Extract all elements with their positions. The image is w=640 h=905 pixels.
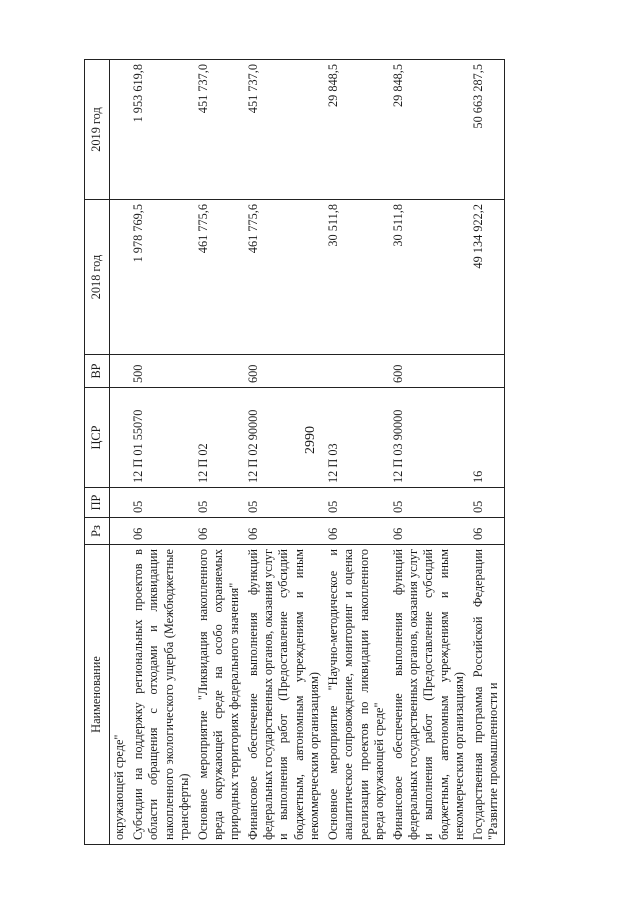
row-2018 bbox=[110, 200, 130, 355]
row-vr bbox=[324, 355, 389, 388]
table-row bbox=[469, 60, 504, 845]
row-rz: 06 bbox=[129, 518, 194, 545]
budget-sheet bbox=[84, 60, 586, 845]
row-rz: 06 bbox=[324, 518, 389, 545]
row-name: Государственная программа Российской Федерации "Развитие промышленности и bbox=[469, 545, 504, 845]
header-vr: ВР bbox=[85, 355, 110, 388]
page-number: 2990 bbox=[303, 426, 318, 454]
row-csr: 12 П 02 90000 bbox=[244, 388, 324, 488]
row-rz: 06 bbox=[194, 518, 244, 545]
row-vr: 600 bbox=[244, 355, 324, 388]
row-name: Финансовое обеспечение выполнения функций федеральных государственных органов, оказания услуг и выполнения работ (Предоставление субсидий бюджетным, автономным учреждениям и иным некоммерческим организациям) bbox=[389, 545, 469, 845]
header-pr: ПР bbox=[85, 488, 110, 518]
row-2018: 461 775,6 bbox=[194, 200, 244, 355]
row-2018: 30 511,8 bbox=[389, 200, 469, 355]
row-name: Финансовое обеспечение выполнения функций федеральных государственных органов, оказания услуг и выполнения работ (Предоставление субсидий бюджетным, автономным учреждениям и иным некоммерческим организациям) bbox=[244, 545, 324, 845]
row-vr bbox=[110, 355, 130, 388]
table-row bbox=[110, 60, 130, 845]
row-name: окружающей среде" bbox=[110, 545, 130, 845]
row-vr: 500 bbox=[129, 355, 194, 388]
row-rz: 06 bbox=[469, 518, 504, 545]
row-2019: 451 737,0 bbox=[194, 60, 244, 200]
row-csr bbox=[110, 388, 130, 488]
row-name: Основное мероприятие "Научно-методическое и аналитическое сопровождение, мониторинг и оценка реализации проектов по ликвидации накопленного вреда окружающей среде" bbox=[324, 545, 389, 845]
table-row bbox=[324, 60, 389, 845]
header-2019: 2019 год bbox=[85, 60, 110, 200]
row-rz bbox=[110, 518, 130, 545]
row-csr: 12 П 03 bbox=[324, 388, 389, 488]
table-row bbox=[244, 60, 324, 845]
row-csr: 12 П 03 90000 bbox=[389, 388, 469, 488]
header-row bbox=[85, 60, 110, 845]
row-2018: 49 134 922,2 bbox=[469, 200, 504, 355]
header-name: Наименование bbox=[85, 545, 110, 845]
row-2019: 451 737,0 bbox=[244, 60, 324, 200]
row-vr bbox=[194, 355, 244, 388]
row-vr: 600 bbox=[389, 355, 469, 388]
row-pr: 05 bbox=[194, 488, 244, 518]
row-csr: 12 П 02 bbox=[194, 388, 244, 488]
row-2018: 1 978 769,5 bbox=[129, 200, 194, 355]
table-row bbox=[194, 60, 244, 845]
row-vr bbox=[469, 355, 504, 388]
budget-table bbox=[84, 59, 505, 845]
header-csr: ЦСР bbox=[85, 388, 110, 488]
row-pr: 05 bbox=[469, 488, 504, 518]
table-row bbox=[389, 60, 469, 845]
row-2019: 29 848,5 bbox=[324, 60, 389, 200]
row-csr: 12 П 01 55070 bbox=[129, 388, 194, 488]
row-csr: 16 bbox=[469, 388, 504, 488]
row-2019 bbox=[110, 60, 130, 200]
row-pr bbox=[110, 488, 130, 518]
row-2019: 50 663 287,5 bbox=[469, 60, 504, 200]
row-rz: 06 bbox=[244, 518, 324, 545]
row-name: Субсидии на поддержку региональных проектов в области обращения с отходами и ликвидации накопленного экологического ущерба (Межбюджетные трансферты) bbox=[129, 545, 194, 845]
row-pr: 05 bbox=[389, 488, 469, 518]
row-pr: 05 bbox=[129, 488, 194, 518]
row-2019: 1 953 619,8 bbox=[129, 60, 194, 200]
row-name: Основное мероприятие "Ликвидация накопленного вреда окружающей среде на особо охраняемых природных территориях федерального значения" bbox=[194, 545, 244, 845]
header-2018: 2018 год bbox=[85, 200, 110, 355]
row-rz: 06 bbox=[389, 518, 469, 545]
header-rz: Рз bbox=[85, 518, 110, 545]
row-2019: 29 848,5 bbox=[389, 60, 469, 200]
row-pr: 05 bbox=[324, 488, 389, 518]
row-2018: 30 511,8 bbox=[324, 200, 389, 355]
table-row bbox=[129, 60, 194, 845]
row-pr: 05 bbox=[244, 488, 324, 518]
row-2018: 461 775,6 bbox=[244, 200, 324, 355]
